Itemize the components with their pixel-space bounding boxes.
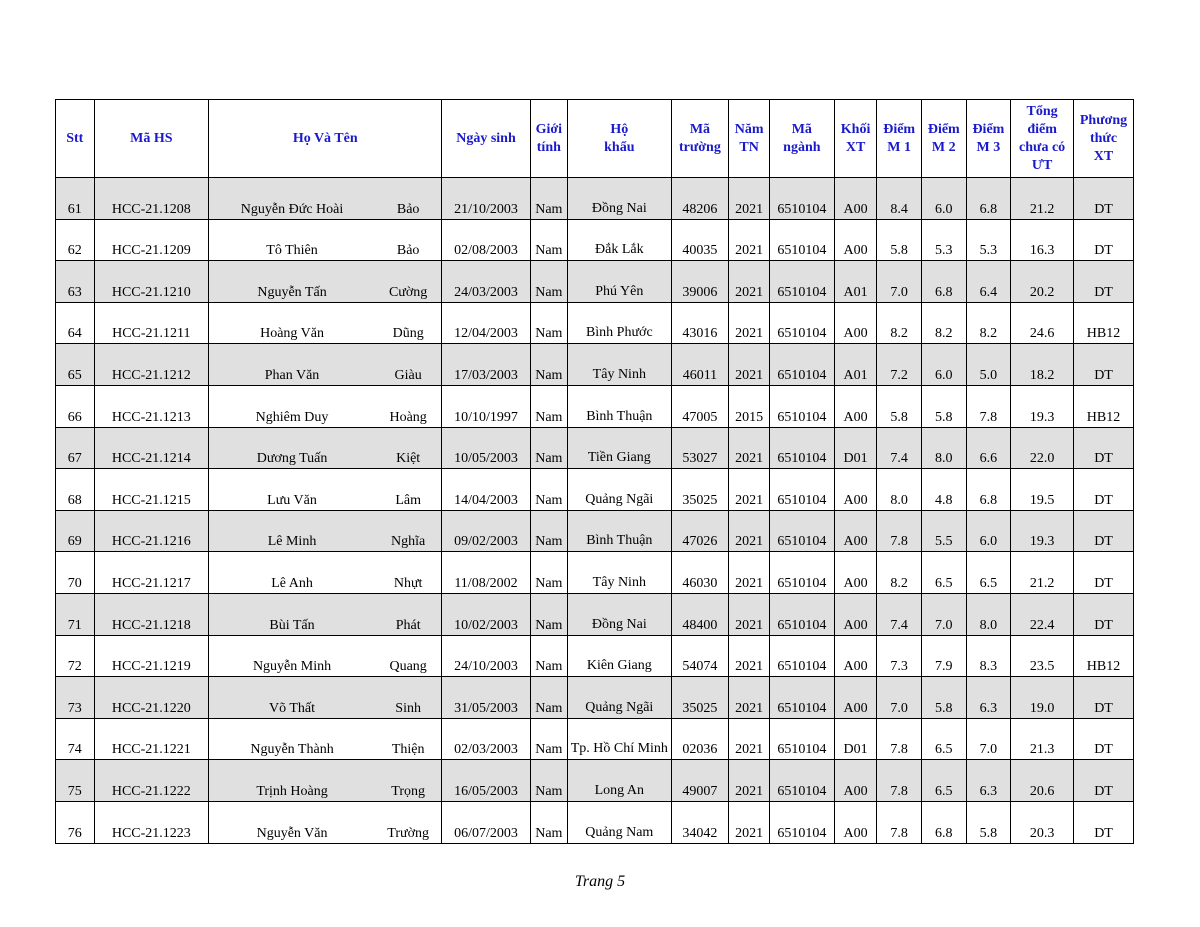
table-body [56,178,1134,844]
cell-ma-hs: HCC-21.1220 [94,677,209,719]
cell-ho: Lê Minh [209,510,375,552]
cell-ho-khau: Tây Ninh [568,552,671,594]
cell-gioi-tinh: Nam [530,219,568,261]
cell-ma-truong: 47005 [671,385,729,427]
cell-diem-m2: 6.5 [921,718,966,760]
cell-stt: 62 [56,219,95,261]
cell-ma-hs: HCC-21.1215 [94,469,209,511]
cell-khoi-xt: A00 [834,635,877,677]
cell-diem-m1: 5.8 [877,219,922,261]
cell-gioi-tinh: Nam [530,552,568,594]
cell-ten: Phát [375,593,442,635]
cell-gioi-tinh: Nam [530,427,568,469]
cell-ho: Nguyễn Tấn [209,261,375,303]
cell-ma-hs: HCC-21.1222 [94,760,209,802]
table-row [56,510,1134,552]
cell-stt: 66 [56,385,95,427]
cell-gioi-tinh: Nam [530,385,568,427]
table-row [56,801,1134,843]
cell-stt: 67 [56,427,95,469]
cell-ma-nganh: 6510104 [769,385,834,427]
cell-tong-diem: 22.4 [1011,593,1074,635]
cell-ngay-sinh: 17/03/2003 [442,344,530,386]
cell-ho: Dương Tuấn [209,427,375,469]
cell-ma-nganh: 6510104 [769,801,834,843]
cell-ho: Phan Văn [209,344,375,386]
cell-diem-m3: 5.3 [966,219,1011,261]
cell-tong-diem: 20.3 [1011,801,1074,843]
cell-ma-nganh: 6510104 [769,677,834,719]
cell-gioi-tinh: Nam [530,344,568,386]
cell-ten: Dũng [375,302,442,344]
cell-ngay-sinh: 24/10/2003 [442,635,530,677]
cell-phuong-thuc: DT [1074,718,1134,760]
cell-ho-khau: Bình Thuận [568,510,671,552]
header-khoi-xt: Khối XT [834,100,877,178]
cell-diem-m1: 5.8 [877,385,922,427]
cell-ten: Trọng [375,760,442,802]
header-stt: Stt [56,100,95,178]
cell-nam-tn: 2021 [729,552,770,594]
cell-ten: Lâm [375,469,442,511]
cell-ho-khau: Tiền Giang [568,427,671,469]
cell-gioi-tinh: Nam [530,302,568,344]
cell-diem-m2: 6.5 [921,760,966,802]
cell-ma-truong: 47026 [671,510,729,552]
cell-ho: Nguyễn Văn [209,801,375,843]
cell-ngay-sinh: 16/05/2003 [442,760,530,802]
cell-ngay-sinh: 11/08/2002 [442,552,530,594]
cell-nam-tn: 2021 [729,593,770,635]
cell-ho-khau: Phú Yên [568,261,671,303]
cell-stt: 76 [56,801,95,843]
cell-stt: 75 [56,760,95,802]
cell-ngay-sinh: 06/07/2003 [442,801,530,843]
cell-stt: 70 [56,552,95,594]
cell-ngay-sinh: 21/10/2003 [442,178,530,220]
cell-ma-nganh: 6510104 [769,552,834,594]
cell-gioi-tinh: Nam [530,510,568,552]
cell-gioi-tinh: Nam [530,178,568,220]
cell-phuong-thuc: HB12 [1074,635,1134,677]
cell-diem-m3: 6.8 [966,178,1011,220]
cell-diem-m2: 5.8 [921,677,966,719]
cell-diem-m3: 6.5 [966,552,1011,594]
cell-diem-m3: 6.0 [966,510,1011,552]
header-phuong-thuc: Phương thức XT [1074,100,1134,178]
cell-diem-m2: 6.8 [921,261,966,303]
table-header [56,100,1134,178]
cell-ma-truong: 53027 [671,427,729,469]
cell-diem-m3: 6.8 [966,469,1011,511]
cell-khoi-xt: A00 [834,593,877,635]
cell-gioi-tinh: Nam [530,760,568,802]
cell-ma-truong: 46011 [671,344,729,386]
cell-ma-nganh: 6510104 [769,510,834,552]
cell-nam-tn: 2021 [729,469,770,511]
cell-diem-m2: 7.0 [921,593,966,635]
cell-diem-m1: 7.3 [877,635,922,677]
cell-diem-m3: 7.8 [966,385,1011,427]
cell-phuong-thuc: DT [1074,593,1134,635]
cell-ten: Giàu [375,344,442,386]
cell-ten: Quang [375,635,442,677]
cell-nam-tn: 2021 [729,427,770,469]
cell-ma-hs: HCC-21.1208 [94,178,209,220]
cell-khoi-xt: A00 [834,677,877,719]
cell-ma-truong: 40035 [671,219,729,261]
table-row [56,552,1134,594]
cell-ho: Trịnh Hoàng [209,760,375,802]
table-row [56,635,1134,677]
cell-ho: Lê Anh [209,552,375,594]
header-diem-m3: Điểm M 3 [966,100,1011,178]
cell-diem-m1: 8.2 [877,552,922,594]
header-ma-nganh: Mã ngành [769,100,834,178]
cell-ngay-sinh: 10/10/1997 [442,385,530,427]
cell-khoi-xt: A00 [834,801,877,843]
cell-phuong-thuc: DT [1074,219,1134,261]
cell-ma-truong: 48206 [671,178,729,220]
cell-ma-hs: HCC-21.1212 [94,344,209,386]
cell-tong-diem: 20.6 [1011,760,1074,802]
cell-gioi-tinh: Nam [530,593,568,635]
cell-tong-diem: 21.2 [1011,178,1074,220]
cell-ma-truong: 02036 [671,718,729,760]
cell-ho-khau: Tây Ninh [568,344,671,386]
cell-nam-tn: 2021 [729,219,770,261]
cell-ngay-sinh: 31/05/2003 [442,677,530,719]
cell-ho-khau: Bình Thuận [568,385,671,427]
cell-ma-hs: HCC-21.1210 [94,261,209,303]
cell-diem-m1: 7.0 [877,677,922,719]
cell-ma-truong: 35025 [671,677,729,719]
header-tong-diem: Tổng điểm chưa có ƯT [1011,100,1074,178]
cell-stt: 73 [56,677,95,719]
cell-khoi-xt: A01 [834,261,877,303]
cell-diem-m3: 7.0 [966,718,1011,760]
cell-phuong-thuc: DT [1074,552,1134,594]
cell-tong-diem: 20.2 [1011,261,1074,303]
table-row [56,385,1134,427]
cell-diem-m2: 5.8 [921,385,966,427]
cell-ten: Cường [375,261,442,303]
cell-tong-diem: 19.3 [1011,510,1074,552]
cell-gioi-tinh: Nam [530,718,568,760]
cell-ngay-sinh: 10/02/2003 [442,593,530,635]
cell-ho: Lưu Văn [209,469,375,511]
cell-ten: Bảo [375,219,442,261]
cell-ngay-sinh: 24/03/2003 [442,261,530,303]
cell-diem-m3: 6.3 [966,760,1011,802]
cell-diem-m3: 5.8 [966,801,1011,843]
header-diem-m1: Điểm M 1 [877,100,922,178]
cell-diem-m3: 6.6 [966,427,1011,469]
cell-ho: Tô Thiên [209,219,375,261]
cell-diem-m3: 8.0 [966,593,1011,635]
header-nam-tn: Năm TN [729,100,770,178]
cell-khoi-xt: A00 [834,219,877,261]
cell-khoi-xt: A00 [834,178,877,220]
cell-ma-hs: HCC-21.1223 [94,801,209,843]
cell-ngay-sinh: 10/05/2003 [442,427,530,469]
cell-ma-hs: HCC-21.1216 [94,510,209,552]
cell-tong-diem: 19.5 [1011,469,1074,511]
cell-khoi-xt: A00 [834,302,877,344]
cell-ma-truong: 35025 [671,469,729,511]
cell-diem-m1: 7.2 [877,344,922,386]
cell-diem-m3: 5.0 [966,344,1011,386]
cell-ngay-sinh: 14/04/2003 [442,469,530,511]
cell-diem-m3: 8.2 [966,302,1011,344]
cell-khoi-xt: A00 [834,552,877,594]
cell-ho: Nghiêm Duy [209,385,375,427]
cell-stt: 68 [56,469,95,511]
cell-stt: 72 [56,635,95,677]
cell-diem-m1: 7.4 [877,593,922,635]
cell-ho-khau: Đồng Nai [568,178,671,220]
cell-khoi-xt: A01 [834,344,877,386]
cell-ma-hs: HCC-21.1211 [94,302,209,344]
cell-ho-khau: Quảng Ngãi [568,469,671,511]
cell-ma-nganh: 6510104 [769,635,834,677]
cell-diem-m1: 7.8 [877,718,922,760]
cell-diem-m1: 8.4 [877,178,922,220]
cell-khoi-xt: A00 [834,469,877,511]
header-ma-hs: Mã HS [94,100,209,178]
cell-diem-m3: 6.4 [966,261,1011,303]
cell-ho: Võ Thất [209,677,375,719]
cell-ho-khau: Tp. Hồ Chí Minh [568,718,671,760]
table-row [56,677,1134,719]
cell-tong-diem: 19.3 [1011,385,1074,427]
cell-ma-hs: HCC-21.1219 [94,635,209,677]
cell-gioi-tinh: Nam [530,469,568,511]
cell-gioi-tinh: Nam [530,801,568,843]
cell-tong-diem: 16.3 [1011,219,1074,261]
cell-phuong-thuc: DT [1074,677,1134,719]
table-row [56,593,1134,635]
cell-phuong-thuc: DT [1074,469,1134,511]
cell-ma-nganh: 6510104 [769,261,834,303]
cell-ma-hs: HCC-21.1209 [94,219,209,261]
table-row [56,178,1134,220]
cell-khoi-xt: D01 [834,718,877,760]
cell-ma-nganh: 6510104 [769,427,834,469]
cell-ngay-sinh: 02/03/2003 [442,718,530,760]
cell-diem-m2: 6.5 [921,552,966,594]
cell-nam-tn: 2021 [729,261,770,303]
cell-diem-m3: 8.3 [966,635,1011,677]
cell-nam-tn: 2021 [729,635,770,677]
cell-ma-hs: HCC-21.1217 [94,552,209,594]
cell-diem-m2: 6.0 [921,344,966,386]
header-gioi-tinh: Giới tính [530,100,568,178]
cell-nam-tn: 2021 [729,302,770,344]
cell-phuong-thuc: DT [1074,261,1134,303]
cell-ho-khau: Long An [568,760,671,802]
table-row [56,302,1134,344]
cell-ten: Nhựt [375,552,442,594]
cell-ho: Nguyễn Thành [209,718,375,760]
cell-ten: Thiện [375,718,442,760]
cell-ma-nganh: 6510104 [769,593,834,635]
cell-diem-m1: 8.0 [877,469,922,511]
cell-ma-nganh: 6510104 [769,469,834,511]
cell-ten: Nghĩa [375,510,442,552]
cell-stt: 61 [56,178,95,220]
table-row [56,427,1134,469]
table-row [56,219,1134,261]
cell-ma-truong: 49007 [671,760,729,802]
header-ho-va-ten: Họ Và Tên [209,100,442,178]
cell-nam-tn: 2021 [729,510,770,552]
cell-diem-m2: 5.5 [921,510,966,552]
cell-diem-m1: 7.8 [877,510,922,552]
cell-ma-nganh: 6510104 [769,219,834,261]
cell-khoi-xt: A00 [834,385,877,427]
table-row [56,261,1134,303]
cell-ho-khau: Kiên Giang [568,635,671,677]
cell-tong-diem: 19.0 [1011,677,1074,719]
cell-ho-khau: Bình Phước [568,302,671,344]
cell-khoi-xt: A00 [834,760,877,802]
cell-ma-truong: 39006 [671,261,729,303]
cell-khoi-xt: D01 [834,427,877,469]
cell-ma-truong: 54074 [671,635,729,677]
cell-ho: Bùi Tấn [209,593,375,635]
cell-stt: 65 [56,344,95,386]
cell-stt: 69 [56,510,95,552]
cell-ma-hs: HCC-21.1221 [94,718,209,760]
cell-tong-diem: 18.2 [1011,344,1074,386]
table-row [56,718,1134,760]
cell-ngay-sinh: 09/02/2003 [442,510,530,552]
cell-khoi-xt: A00 [834,510,877,552]
cell-gioi-tinh: Nam [530,677,568,719]
cell-stt: 64 [56,302,95,344]
cell-diem-m1: 7.0 [877,261,922,303]
cell-ma-hs: HCC-21.1214 [94,427,209,469]
cell-phuong-thuc: DT [1074,344,1134,386]
cell-tong-diem: 21.2 [1011,552,1074,594]
cell-ngay-sinh: 02/08/2003 [442,219,530,261]
cell-stt: 74 [56,718,95,760]
cell-gioi-tinh: Nam [530,635,568,677]
cell-ho-khau: Đắk Lắk [568,219,671,261]
cell-diem-m2: 8.0 [921,427,966,469]
cell-phuong-thuc: DT [1074,801,1134,843]
cell-diem-m2: 4.8 [921,469,966,511]
cell-stt: 63 [56,261,95,303]
cell-nam-tn: 2021 [729,178,770,220]
cell-phuong-thuc: DT [1074,427,1134,469]
cell-ma-nganh: 6510104 [769,344,834,386]
cell-nam-tn: 2021 [729,344,770,386]
cell-diem-m1: 7.4 [877,427,922,469]
cell-nam-tn: 2015 [729,385,770,427]
cell-ma-truong: 46030 [671,552,729,594]
cell-ten: Kiệt [375,427,442,469]
cell-phuong-thuc: DT [1074,760,1134,802]
cell-ma-hs: HCC-21.1218 [94,593,209,635]
cell-ma-truong: 34042 [671,801,729,843]
cell-diem-m2: 6.0 [921,178,966,220]
cell-phuong-thuc: DT [1074,178,1134,220]
header-diem-m2: Điểm M 2 [921,100,966,178]
cell-ma-nganh: 6510104 [769,178,834,220]
cell-ho: Nguyễn Minh [209,635,375,677]
cell-ho-khau: Đồng Nai [568,593,671,635]
header-ma-truong: Mã trường [671,100,729,178]
cell-tong-diem: 21.3 [1011,718,1074,760]
cell-ten: Trường [375,801,442,843]
cell-tong-diem: 23.5 [1011,635,1074,677]
cell-diem-m1: 7.8 [877,760,922,802]
cell-ho: Hoàng Văn [209,302,375,344]
cell-ho: Nguyễn Đức Hoài [209,178,375,220]
cell-ma-truong: 43016 [671,302,729,344]
cell-diem-m2: 5.3 [921,219,966,261]
cell-nam-tn: 2021 [729,760,770,802]
cell-diem-m1: 8.2 [877,302,922,344]
cell-nam-tn: 2021 [729,718,770,760]
table-row [56,469,1134,511]
cell-diem-m3: 6.3 [966,677,1011,719]
cell-ten: Sinh [375,677,442,719]
cell-phuong-thuc: HB12 [1074,385,1134,427]
cell-diem-m2: 7.9 [921,635,966,677]
cell-phuong-thuc: DT [1074,510,1134,552]
cell-ma-nganh: 6510104 [769,760,834,802]
cell-diem-m1: 7.8 [877,801,922,843]
cell-diem-m2: 8.2 [921,302,966,344]
cell-ho-khau: Quảng Nam [568,801,671,843]
header-ngay-sinh: Ngày sinh [442,100,530,178]
cell-diem-m2: 6.8 [921,801,966,843]
cell-ten: Hoàng [375,385,442,427]
cell-ngay-sinh: 12/04/2003 [442,302,530,344]
cell-tong-diem: 24.6 [1011,302,1074,344]
cell-nam-tn: 2021 [729,801,770,843]
cell-gioi-tinh: Nam [530,261,568,303]
cell-ma-hs: HCC-21.1213 [94,385,209,427]
student-table [55,99,1134,844]
cell-phuong-thuc: HB12 [1074,302,1134,344]
cell-nam-tn: 2021 [729,677,770,719]
cell-ma-truong: 48400 [671,593,729,635]
cell-ma-nganh: 6510104 [769,718,834,760]
table-row [56,760,1134,802]
page-number: Trang 5 [574,873,626,890]
cell-tong-diem: 22.0 [1011,427,1074,469]
cell-ten: Bảo [375,178,442,220]
header-ho-khau: Hộ khẩu [568,100,671,178]
cell-stt: 71 [56,593,95,635]
cell-ma-nganh: 6510104 [769,302,834,344]
cell-ho-khau: Quảng Ngãi [568,677,671,719]
table-row [56,344,1134,386]
